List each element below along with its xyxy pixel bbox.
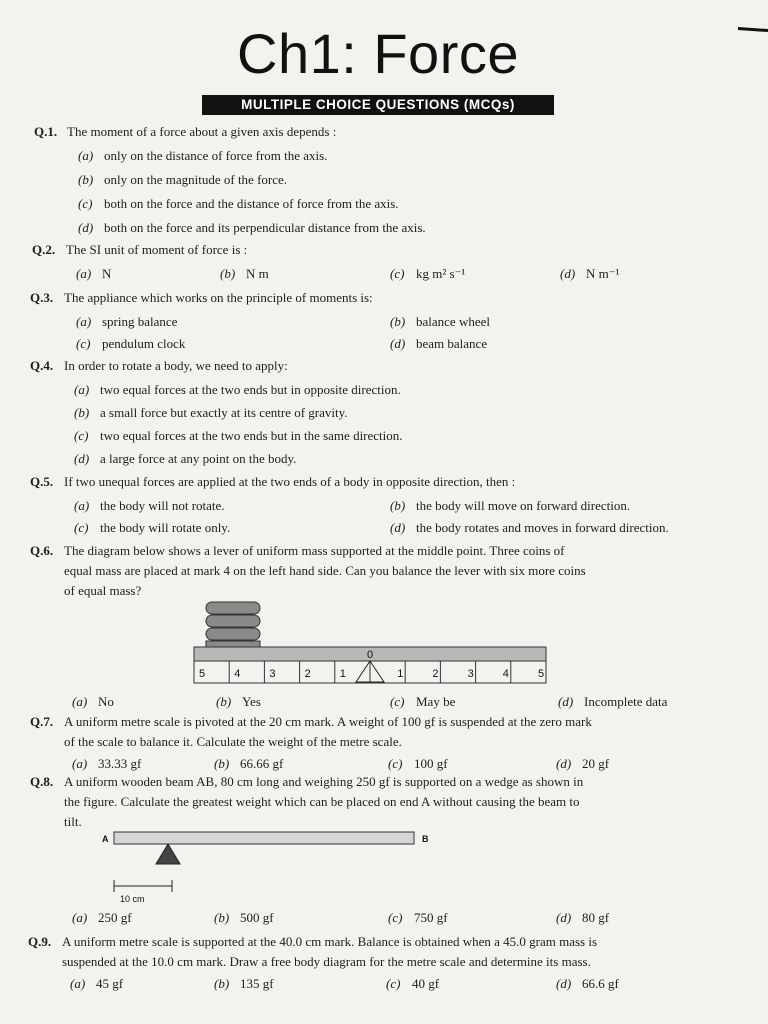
question-text-line: the figure. Calculate the greatest weight which can be placed on end A without causing the beam to: [64, 794, 580, 809]
lever-mark-label: 1: [397, 668, 404, 680]
coin-stack: [206, 602, 260, 647]
option-text: kg m² s⁻¹: [416, 266, 466, 281]
option: [78, 220, 426, 236]
option-letter: (d): [556, 756, 572, 771]
lever-mark-label: 5: [199, 668, 206, 680]
option-text: 750 gf: [414, 910, 448, 925]
option-letter: (b): [78, 172, 94, 187]
option-text: two equal forces at the two ends but in opposite direction.: [100, 382, 401, 397]
option: [78, 196, 399, 212]
option-text: both on the force and its perpendicular distance from the axis.: [104, 220, 426, 235]
option-letter: (c): [390, 694, 405, 709]
option-text: 66.6 gf: [582, 976, 619, 991]
option: [72, 756, 141, 772]
option: [78, 148, 327, 164]
wedge-support: [156, 844, 180, 864]
option-letter: (c): [390, 266, 405, 281]
option: [74, 498, 225, 514]
wooden-beam: [114, 832, 414, 844]
option: [388, 910, 448, 926]
option: [214, 976, 274, 992]
lever-mark-label: 1: [339, 668, 346, 680]
option-text: pendulum clock: [102, 336, 186, 351]
option-text: a small force but exactly at its centre of gravity.: [100, 405, 348, 420]
option: [74, 520, 230, 536]
scale-label: 10 cm: [120, 894, 145, 904]
option: [390, 520, 669, 536]
option: [74, 382, 401, 398]
option-letter: (c): [78, 196, 93, 211]
option-text: 135 gf: [240, 976, 274, 991]
option-letter: (d): [390, 520, 406, 535]
beam-end-b-label: B: [422, 834, 429, 844]
option: [390, 336, 487, 352]
question-text-line: A uniform metre scale is supported at the 40.0 cm mark. Balance is obtained when a 45.0 gram mass is: [62, 934, 598, 949]
option: [556, 910, 609, 926]
option-letter: (b): [74, 405, 90, 420]
lever-mark-label: 2: [304, 668, 311, 680]
option-letter: (b): [214, 976, 230, 991]
option-text: 20 gf: [582, 756, 610, 771]
question-number: Q.7.: [30, 714, 54, 729]
option-text: 500 gf: [240, 910, 274, 925]
option-letter: (d): [558, 694, 574, 709]
option-text: 45 gf: [96, 976, 124, 991]
option-text: 40 gf: [412, 976, 440, 991]
option-text: the body will rotate only.: [100, 520, 231, 535]
option-text: 33.33 gf: [98, 756, 142, 771]
option-text: balance wheel: [416, 314, 490, 329]
option-letter: (c): [76, 336, 91, 351]
section-banner: MULTIPLE CHOICE QUESTIONS (MCQs): [202, 95, 554, 115]
option-letter: (c): [388, 756, 403, 771]
option: [560, 266, 620, 282]
option-text: only on the distance of force from the axis.: [104, 148, 328, 163]
option: [558, 694, 667, 710]
option-text: beam balance: [416, 336, 488, 351]
beam-end-a-label: A: [102, 834, 109, 844]
question-text-line: tilt.: [64, 814, 82, 829]
option-letter: (a): [72, 910, 88, 925]
option: [74, 405, 348, 421]
question-number: Q.4.: [30, 358, 54, 373]
option-text: Yes: [242, 694, 261, 709]
option-letter: (b): [214, 756, 230, 771]
option-text: 250 gf: [98, 910, 132, 925]
beam-diagram: [96, 826, 436, 906]
question-text: In order to rotate a body, we need to apply:: [64, 358, 288, 373]
option: [78, 172, 287, 188]
option-letter: (b): [220, 266, 236, 281]
option-text: May be: [416, 694, 456, 709]
option-letter: (c): [388, 910, 403, 925]
option: [214, 910, 274, 926]
option-letter: (d): [78, 220, 94, 235]
option: [220, 266, 269, 282]
coin: [206, 615, 260, 627]
fulcrum-label: 0: [366, 649, 374, 661]
option-letter: (a): [74, 382, 90, 397]
option: [72, 910, 132, 926]
question-number: Q.1.: [34, 124, 58, 139]
option-text: N m: [246, 266, 269, 281]
option: [390, 266, 465, 282]
lever-diagram: [190, 598, 550, 686]
question-number: Q.5.: [30, 474, 54, 489]
option-letter: (a): [70, 976, 86, 991]
option-letter: (c): [74, 428, 89, 443]
option-text: N m⁻¹: [586, 266, 620, 281]
option: [390, 498, 630, 514]
option-letter: (a): [72, 756, 88, 771]
option-letter: (c): [74, 520, 89, 535]
option-text: 80 gf: [582, 910, 610, 925]
option-letter: (a): [72, 694, 88, 709]
option-letter: (d): [390, 336, 406, 351]
option: [72, 694, 114, 710]
option: [70, 976, 123, 992]
question-text-line: A uniform metre scale is pivoted at the 20 cm mark. A weight of 100 gf is suspended at the zero mark: [64, 714, 592, 729]
option-letter: (a): [76, 266, 92, 281]
question-text-line: equal mass are placed at mark 4 on the left hand side. Can you balance the lever with six more coins: [64, 563, 586, 578]
option-letter: (d): [74, 451, 90, 466]
question-text-line: suspended at the 10.0 cm mark. Draw a free body diagram for the metre scale and determine its mass.: [62, 954, 591, 969]
option: [74, 428, 403, 444]
option: [74, 451, 296, 467]
question-number: Q.9.: [28, 934, 52, 949]
option-text: No: [98, 694, 114, 709]
option-letter: (c): [386, 976, 401, 991]
option-text: both on the force and the distance of force from the axis.: [104, 196, 399, 211]
lever-mark-label: 4: [502, 668, 509, 680]
question-number: Q.3.: [30, 290, 54, 305]
option-text: 100 gf: [414, 756, 448, 771]
option-text: the body will not rotate.: [100, 498, 225, 513]
question-number: Q.2.: [32, 242, 56, 257]
option: [556, 756, 609, 772]
option: [556, 976, 619, 992]
page-title: Ch1: Force: [237, 22, 519, 85]
option: [76, 314, 177, 330]
question-text-line: A uniform wooden beam AB, 80 cm long and weighing 250 gf is supported on a wedge as shown in: [64, 774, 584, 789]
option-letter: (a): [78, 148, 94, 163]
option-letter: (b): [214, 910, 230, 925]
option-letter: (b): [390, 498, 406, 513]
option-text: two equal forces at the two ends but in the same direction.: [100, 428, 403, 443]
option-letter: (b): [216, 694, 232, 709]
option-text: a large force at any point on the body.: [100, 451, 297, 466]
question-number: Q.8.: [30, 774, 54, 789]
lever-mark-label: 3: [467, 668, 474, 680]
option: [390, 694, 455, 710]
option-text: N: [102, 266, 112, 281]
lever-mark-label: 2: [432, 668, 439, 680]
option-text: 66.66 gf: [240, 756, 284, 771]
option: [76, 336, 185, 352]
option-text: spring balance: [102, 314, 178, 329]
question-text: The moment of a force about a given axis depends :: [67, 124, 337, 139]
option-letter: (a): [76, 314, 92, 329]
option-letter: (d): [560, 266, 576, 281]
option-text: the body will move on forward direction.: [416, 498, 631, 513]
coin: [206, 628, 260, 640]
option-letter: (a): [74, 498, 90, 513]
option-text: the body rotates and moves in forward direction.: [416, 520, 669, 535]
question-text-line: The diagram below shows a lever of uniform mass supported at the middle point. Three coins of: [64, 543, 565, 558]
option: [214, 756, 283, 772]
question-number: Q.6.: [30, 543, 54, 558]
option-letter: (b): [390, 314, 406, 329]
question-text: The appliance which works on the principle of moments is:: [64, 290, 373, 305]
option: [216, 694, 261, 710]
lever-mark-label: 5: [538, 668, 545, 680]
lever-mark-label: 3: [269, 668, 276, 680]
coin: [206, 602, 260, 614]
option-text: only on the magnitude of the force.: [104, 172, 288, 187]
lever-mark-label: 4: [234, 668, 241, 680]
option: [388, 756, 448, 772]
question-text-line: of equal mass?: [64, 583, 142, 598]
option-letter: (d): [556, 910, 572, 925]
option-text: Incomplete data: [584, 694, 668, 709]
question-text: If two unequal forces are applied at the two ends of a body in opposite direction, then :: [64, 474, 516, 489]
option: [386, 976, 439, 992]
question-text: The SI unit of moment of force is :: [66, 242, 248, 257]
option: [390, 314, 490, 330]
option-letter: (d): [556, 976, 572, 991]
option: [76, 266, 111, 282]
coin: [206, 641, 260, 647]
question-text-line: of the scale to balance it. Calculate the weight of the metre scale.: [64, 734, 402, 749]
